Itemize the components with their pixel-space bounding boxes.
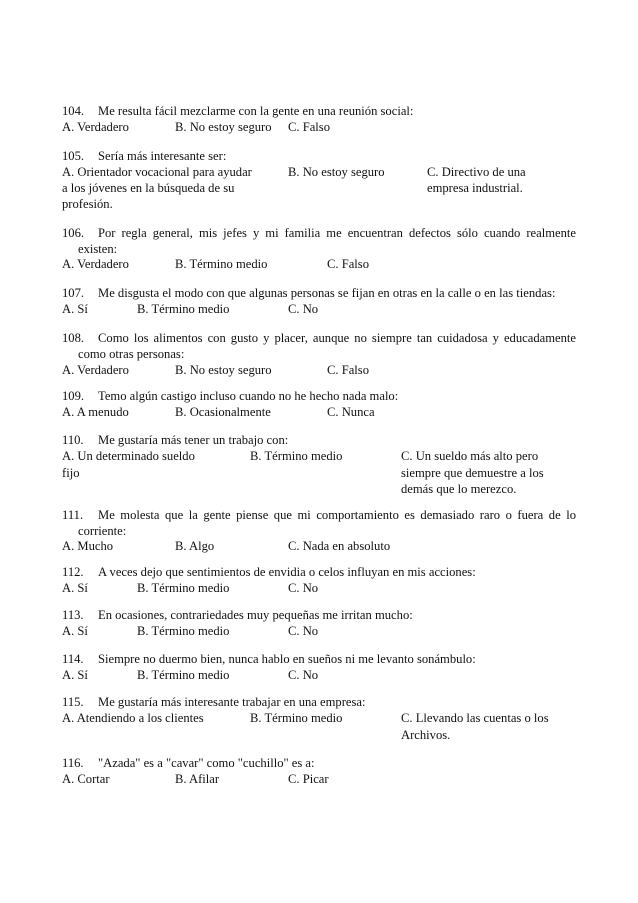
option-a: A. Verdadero	[62, 257, 129, 271]
question-number: 113.	[62, 608, 84, 622]
option-a: A. Verdadero	[62, 363, 129, 377]
question-112	[62, 564, 476, 580]
option-a-line-1: A. Un determinado sueldo	[62, 449, 195, 463]
question-text: Me resulta fácil mezclarme con la gente en una reunión social:	[98, 104, 414, 118]
option-b: B. No estoy seguro	[288, 165, 385, 179]
question-number: 108.	[62, 331, 85, 345]
question-number: 107.	[62, 286, 85, 300]
option-b: B. No estoy seguro	[175, 363, 272, 377]
question-number: 110.	[62, 433, 84, 447]
option-a: A. A menudo	[62, 405, 129, 419]
question-number: 105.	[62, 149, 85, 163]
question-number: 114.	[62, 652, 84, 666]
question-number: 106.	[62, 226, 85, 240]
question-109	[62, 388, 398, 404]
question-text-continued: existen:	[78, 242, 118, 256]
option-c: C. Nada en absoluto	[288, 539, 391, 553]
option-b: B. Término medio	[175, 257, 268, 271]
option-b: B. No estoy seguro	[175, 120, 272, 134]
option-c-line-1: C. Llevando las cuentas o los	[401, 711, 549, 725]
question-114	[62, 651, 476, 667]
option-c: C. Nunca	[327, 405, 375, 419]
option-a-line-2: a los jóvenes en la búsqueda de su	[62, 181, 235, 195]
question-text: Por regla general, mis jefes y mi familia me encuentran defectos sólo cuando realmente	[98, 226, 576, 240]
option-c-line-3: demás que lo merezco.	[401, 482, 517, 496]
question-text-continued: corriente:	[78, 524, 127, 538]
option-a: A. Atendiendo a los clientes	[62, 711, 204, 725]
question-text-continued: como otras personas:	[78, 347, 185, 361]
question-number: 115.	[62, 695, 84, 709]
option-a: A. Sí	[62, 581, 88, 595]
option-b: B. Término medio	[137, 581, 230, 595]
question-107	[62, 285, 555, 301]
question-text: Me gustaría más tener un trabajo con:	[98, 433, 289, 447]
option-b: B. Término medio	[250, 711, 343, 725]
question-text: Siempre no duermo bien, nunca hablo en sueños ni me levanto sonámbulo:	[98, 652, 476, 666]
question-111	[62, 507, 576, 523]
question-text: En ocasiones, contrariedades muy pequeñas me irritan mucho:	[98, 608, 413, 622]
option-a: A. Mucho	[62, 539, 114, 553]
option-b: B. Término medio	[137, 302, 230, 316]
option-c: C. No	[288, 302, 319, 316]
option-c: C. No	[288, 581, 319, 595]
option-a-line-2: fijo	[62, 466, 80, 480]
question-106	[62, 225, 576, 241]
option-c-line-2: Archivos.	[401, 728, 451, 742]
question-113	[62, 607, 413, 623]
option-c-line-1: C. Un sueldo más alto pero	[401, 449, 539, 463]
question-115	[62, 694, 366, 710]
option-a: A. Sí	[62, 624, 88, 638]
option-a: A. Verdadero	[62, 120, 129, 134]
option-b: B. Término medio	[250, 449, 343, 463]
option-b: B. Afilar	[175, 772, 220, 786]
question-110	[62, 432, 288, 448]
option-b: B. Algo	[175, 539, 215, 553]
option-c-line-2: empresa industrial.	[427, 181, 523, 195]
question-text: Me disgusta el modo con que algunas personas se fijan en otras en la calle o en las tiendas:	[98, 286, 556, 300]
question-text: Sería más interesante ser:	[98, 149, 227, 163]
option-c: C. Falso	[327, 363, 369, 377]
question-text: Me molesta que la gente piense que mi comportamiento es demasiado raro o fuera de lo	[98, 508, 576, 522]
question-number: 109.	[62, 389, 85, 403]
question-number: 112.	[62, 565, 84, 579]
question-number: 116.	[62, 756, 84, 770]
question-104	[62, 103, 413, 119]
option-c: C. No	[288, 624, 319, 638]
question-text: Me gustaría más interesante trabajar en una empresa:	[98, 695, 366, 709]
question-108	[62, 330, 576, 346]
option-c: C. No	[288, 668, 319, 682]
option-a: A. Sí	[62, 302, 88, 316]
question-116	[62, 755, 315, 771]
question-number: 104.	[62, 104, 85, 118]
option-a-line-1: A. Orientador vocacional para ayudar	[62, 165, 252, 179]
option-a: A. Sí	[62, 668, 88, 682]
option-b: B. Término medio	[137, 624, 230, 638]
question-text: "Azada" es a "cavar" como "cuchillo" es a:	[98, 756, 315, 770]
option-c: C. Picar	[288, 772, 329, 786]
option-a: A. Cortar	[62, 772, 110, 786]
question-number: 111.	[62, 508, 84, 522]
question-105	[62, 148, 226, 164]
question-text: Temo algún castigo incluso cuando no he hecho nada malo:	[98, 389, 399, 403]
option-b: B. Ocasionalmente	[175, 405, 271, 419]
option-b: B. Término medio	[137, 668, 230, 682]
question-text: Como los alimentos con gusto y placer, aunque no siempre tan cuidadosa y educadamente	[98, 331, 576, 345]
question-text: A veces dejo que sentimientos de envidia o celos influyan en mis acciones:	[98, 565, 476, 579]
option-c-line-2: siempre que demuestre a los	[401, 466, 544, 480]
option-c-line-1: C. Directivo de una	[427, 165, 526, 179]
option-c: C. Falso	[288, 120, 330, 134]
option-c: C. Falso	[327, 257, 369, 271]
option-a-line-3: profesión.	[62, 197, 113, 211]
